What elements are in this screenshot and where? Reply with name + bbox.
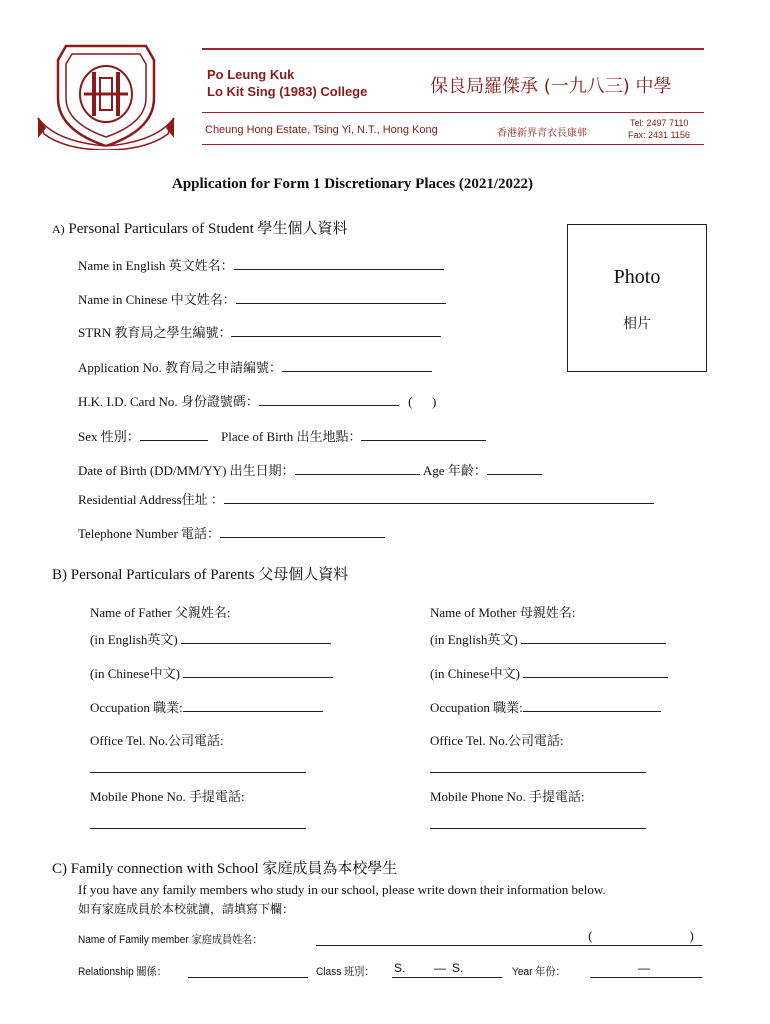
mother-english-row <box>430 629 666 648</box>
telephone-field[interactable] <box>220 523 385 538</box>
class-field[interactable] <box>392 962 502 978</box>
photo-label-zh: 相片 <box>623 316 651 332</box>
family-member-row <box>78 930 278 948</box>
strn-field[interactable] <box>231 322 441 337</box>
sex-row <box>78 426 486 445</box>
mother-chinese-field[interactable] <box>523 663 668 678</box>
family-member-paren-open: ( <box>588 929 592 943</box>
relationship-label: Relationship 關係： <box>78 966 167 978</box>
strn-row <box>78 322 441 341</box>
photo-box <box>567 224 707 372</box>
address-en: Cheung Hong Estate, Tsing Yi, N.T., Hong Kong <box>205 124 438 136</box>
section-c-instruction-en: If you have any family members who study in our school, please write down their information below. <box>78 882 606 897</box>
header-rule-middle <box>202 112 704 113</box>
mother-chinese-label: (in Chinese中文) <box>430 666 520 681</box>
mother-english-label: (in English英文) <box>430 632 518 647</box>
header-rule-bottom <box>202 144 704 145</box>
age-field[interactable] <box>487 460 542 475</box>
father-mobile-field[interactable] <box>90 814 306 834</box>
class-label: Class 班別： <box>316 966 375 978</box>
mother-mobile-field[interactable] <box>430 814 646 834</box>
dob-row <box>78 460 542 479</box>
header-rule-top <box>202 48 704 50</box>
telephone-label: Telephone Number 電話： <box>78 526 221 541</box>
address-zh: 香港新界青衣長康邨 <box>497 128 587 139</box>
hkid-field[interactable] <box>259 391 399 406</box>
address-field[interactable] <box>224 489 654 504</box>
name-chinese-label: Name in Chinese 中文姓名： <box>78 292 236 307</box>
name-chinese-row <box>78 289 446 308</box>
address-label: Residential Address住址 ： <box>78 492 224 507</box>
mother-mobile-label: Mobile Phone No. 手提電話: <box>430 789 585 804</box>
dob-label: Date of Birth (DD/MM/YY) 出生日期： <box>78 463 295 478</box>
relationship-field[interactable] <box>188 962 308 978</box>
mother-occupation-row <box>430 697 661 716</box>
strn-label: STRN 教育局之學生編號： <box>78 325 232 340</box>
sex-label: Sex 性別： <box>78 429 140 444</box>
year-dash: — <box>638 961 650 975</box>
mother-office-tel-field[interactable] <box>430 758 646 778</box>
mother-name-label: Name of Mother 母親姓名: <box>430 605 576 620</box>
application-no-label: Application No. 教育局之申請編號： <box>78 360 283 375</box>
sex-field[interactable] <box>140 426 208 441</box>
school-name-en-line1: Po Leung Kuk <box>207 67 295 82</box>
name-english-field[interactable] <box>234 255 444 270</box>
year-label: Year 年份： <box>512 966 566 978</box>
father-chinese-field[interactable] <box>183 663 333 678</box>
class-s1: S. <box>394 961 406 975</box>
father-occupation-row <box>90 697 323 716</box>
mother-chinese-row <box>430 663 668 682</box>
mother-occupation-label: Occupation 職業: <box>430 700 523 715</box>
place-of-birth-label: Place of Birth 出生地點： <box>221 429 362 444</box>
father-occupation-field[interactable] <box>183 697 323 712</box>
father-name-label: Name of Father 父親姓名: <box>90 605 231 620</box>
father-chinese-row <box>90 663 333 682</box>
school-name-zh: 保良局羅傑承 (一九八三) 中學 <box>430 76 672 97</box>
name-chinese-field[interactable] <box>236 289 446 304</box>
form-title: Application for Form 1 Discretionary Places (2021/2022) <box>172 176 534 192</box>
father-office-tel-field[interactable] <box>90 758 306 778</box>
name-english-row <box>78 255 444 274</box>
relationship-label-wrap <box>78 962 175 980</box>
mother-occupation-field[interactable] <box>523 697 661 712</box>
fax-number: Fax: 2431 1156 <box>628 130 690 140</box>
family-member-paren-close: ) <box>690 929 694 943</box>
name-english-label: Name in English 英文姓名： <box>78 258 234 273</box>
section-a-heading <box>52 217 348 238</box>
school-name-en-line2: Lo Kit Sing (1983) College <box>207 84 368 99</box>
telephone-number: Tel: 2497 7110 <box>630 118 689 128</box>
father-english-row <box>90 629 331 648</box>
mother-english-field[interactable] <box>521 629 666 644</box>
section-a-letter: A) <box>52 222 65 236</box>
section-a-title: Personal Particulars of Student 學生個人資料 <box>68 221 348 237</box>
family-member-label: Name of Family member 家庭成員姓名： <box>78 934 263 946</box>
father-occupation-label: Occupation 職業: <box>90 700 183 715</box>
application-no-row <box>78 357 432 376</box>
mother-office-tel-label: Office Tel. No.公司電話: <box>430 733 564 748</box>
place-of-birth-field[interactable] <box>361 426 486 441</box>
school-crest-icon <box>36 38 176 150</box>
year-label-wrap <box>512 962 570 980</box>
hkid-check-digit[interactable]: ( ) <box>408 394 437 409</box>
section-c-heading: C) Family connection with School 家庭成員為本校學生 <box>52 861 398 877</box>
father-mobile-label: Mobile Phone No. 手提電話: <box>90 789 245 804</box>
hkid-label: H.K. I.D. Card No. 身份證號碼： <box>78 394 259 409</box>
class-label-wrap <box>316 962 380 980</box>
section-c-instruction-zh: 如有家庭成員於本校就讀，請填寫下欄： <box>78 902 295 916</box>
father-chinese-label: (in Chinese中文) <box>90 666 180 681</box>
family-member-field[interactable] <box>316 930 702 946</box>
address-row <box>78 489 654 508</box>
section-b-heading: B) Personal Particulars of Parents 父母個人資料 <box>52 567 349 583</box>
photo-label-en: Photo <box>613 266 661 288</box>
telephone-row <box>78 523 385 542</box>
hkid-row <box>78 391 436 410</box>
father-office-tel-label: Office Tel. No.公司電話: <box>90 733 224 748</box>
father-english-label: (in English英文) <box>90 632 178 647</box>
application-no-field[interactable] <box>282 357 432 372</box>
dob-field[interactable] <box>295 460 420 475</box>
class-dash: — <box>434 961 446 975</box>
age-label: Age 年齡： <box>422 463 487 478</box>
class-s2: S. <box>452 961 464 975</box>
father-english-field[interactable] <box>181 629 331 644</box>
